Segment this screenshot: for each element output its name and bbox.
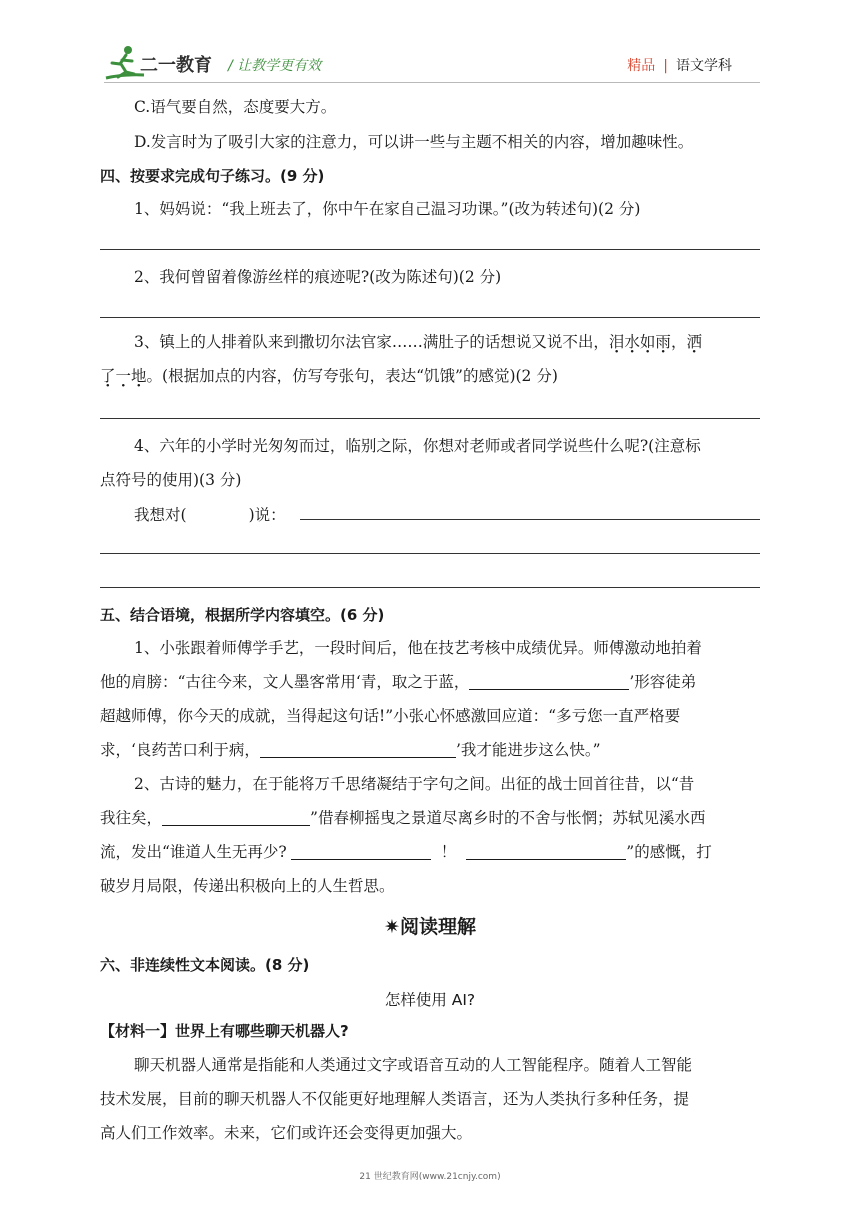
svg-text:二一教育: 二一教育 [140,55,212,76]
page-footer: 21 世纪教育网(www.21cnjy.com) [359,1172,501,1182]
question-4-4-line2: 点符号的使用)(3 分) [100,471,242,489]
material-1-line3: 高人们工作效率。未来，它们或许还会变得更加强大。 [100,1124,473,1142]
question-4-3-line2: 了一地。(根据加点的内容，仿写夸张句，表达“饥饿”的感觉)(2 分) [100,367,558,385]
reading-heading: ✷阅读理解 [384,916,476,938]
question-4-3-line1: 3、镇上的人排着队来到撒切尔法官家……满肚子的话想说又说不出，泪水如雨，洒 [134,333,702,351]
question-4-4-line1: 4、六年的小学时光匆匆而过，临别之际，你想对老师或者同学说些什么呢?(注意标 [134,437,701,455]
para-5-1-line1: 1、小张跟着师傅学手艺，一段时间后，他在技艺考核中成绩优异。师傅激动地拍着 [134,639,702,657]
emphasis-char: 雨 [655,333,671,351]
fill-blank[interactable] [291,843,431,860]
para-5-2-line1: 2、古诗的魅力，在于能将万千思绪凝结于字句之间。出征的战士回首往昔，以“昔 [134,775,695,793]
emphasis-char: 了 [100,367,116,385]
dotted-emphasis [609,333,671,351]
answer-line[interactable] [100,587,760,588]
emphasis-char: 一 [115,367,132,385]
dotted-emphasis-b [686,333,702,351]
answer-line[interactable] [100,249,760,250]
para-5-1-line4: 求，‘良药苦口利于病， ’我才能进步这么快。” [100,741,601,759]
fill-blank[interactable] [260,741,456,758]
answer-line[interactable] [100,553,760,554]
runner-logo-icon [104,44,234,84]
subject-label: 语文学科 [676,58,732,74]
article-title: 怎样使用 AI? [384,991,476,1009]
answer-line[interactable] [300,519,760,520]
question-4-2: 2、我何曾留着像游丝样的痕迹呢?(改为陈述句)(2 分) [134,268,502,286]
fill-blank[interactable] [469,673,629,690]
emphasis-char: 如 [639,333,656,351]
section-6-title: 六、非连续性文本阅读。(8 分) [100,956,310,974]
material-1-line2: 技术发展，目前的聊天机器人不仅能更好地理解人类语言，还为人类执行多种任务，提 [100,1090,690,1108]
answer-line[interactable] [100,418,760,419]
page-header [0,0,860,100]
para-5-1-line3: 超越师傅，你今天的成就，当得起这句话!”小张心怀感激回应道：“多亏您一直严格要 [100,707,681,725]
header-slogan: / 让教学更有效 [228,58,322,74]
material-1-heading: 【材料一】世界上有哪些聊天机器人? [100,1022,349,1040]
fill-blank[interactable] [466,843,626,860]
quality-badge: 精品 [627,58,656,74]
para-5-2-line3: 流，发出“谁道人生无再少? ！ ”的感慨，打 [100,843,712,861]
question-4-1: 1、妈妈说：“我上班去了，你中午在家自己温习功课。”(改为转述句)(2 分) [134,200,641,218]
para-5-1-line2: 他的肩膀：“古往今来，文人墨客常用‘青，取之于蓝， ’形容徒弟 [100,673,697,691]
section-5-title: 五、结合语境，根据所学内容填空。(6 分) [100,606,385,624]
option-d: D.发言时为了吸引大家的注意力，可以讲一些与主题不相关的内容，增加趣味性。 [134,133,694,151]
material-1-line1: 聊天机器人通常是指能和人类通过文字或语音互动的人工智能程序。随着人工智能 [134,1056,693,1074]
header-divider [104,82,760,83]
para-5-2-line2: 我往矣， ”借春柳摇曳之景道尽离乡时的不舍与怅惘；苏轼见溪水西 [100,809,706,827]
section-4-title: 四、按要求完成句子练习。(9 分) [100,167,325,185]
emphasis-char: 洒 [686,333,702,351]
emphasis-char: 泪 [608,333,625,351]
option-c: C.语气要自然，态度要大方。 [134,98,337,116]
header-subject: 精品 | 语文学科 [627,58,732,74]
para-5-2-line4: 破岁月局限，传递出积极向上的人生哲思。 [100,877,395,895]
question-4-4-prompt: 我想对( )说： [134,506,286,524]
emphasis-char: 水 [624,333,640,351]
emphasis-char: 地 [131,367,147,385]
fill-blank[interactable] [162,809,310,826]
answer-line[interactable] [100,317,760,318]
dotted-emphasis-c [100,367,147,385]
